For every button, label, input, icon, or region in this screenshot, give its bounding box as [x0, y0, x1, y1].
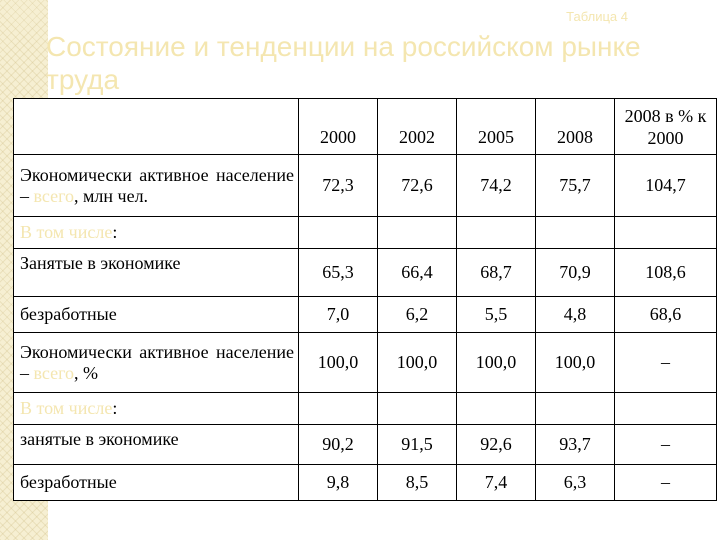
table-cell: 92,6: [457, 425, 536, 465]
table-cell: 91,5: [378, 425, 457, 465]
table-cell: 100,0: [378, 333, 457, 393]
table-cell: 6,3: [536, 465, 615, 501]
header-cell-2008: 2008: [536, 99, 615, 155]
row-label-employed-pct: занятые в экономике: [14, 425, 299, 465]
table-cell: 74,2: [457, 155, 536, 217]
subheader-row: [14, 217, 717, 249]
table-caption: Таблица 4: [566, 9, 628, 24]
table-cell: 72,6: [378, 155, 457, 217]
table-cell: 65,3: [299, 249, 378, 297]
table-cell: 90,2: [299, 425, 378, 465]
table-cell: 93,7: [536, 425, 615, 465]
header-row: [14, 99, 717, 155]
row-label-active-total-pct: Экономически активное население – всего, %: [14, 333, 299, 393]
row-label-unemployed-pct: безработные: [14, 465, 299, 501]
row-label-including: В том числе:: [14, 393, 299, 425]
table-cell: 66,4: [378, 249, 457, 297]
table-row: [14, 333, 717, 393]
table-cell: 5,5: [457, 297, 536, 333]
row-label-employed: Занятые в экономике: [14, 249, 299, 297]
slide-title: Состояние и тенденции на российском рынке труда: [46, 31, 641, 95]
subheader-row: [14, 393, 717, 425]
table-cell: 68,7: [457, 249, 536, 297]
table-cell: 68,6: [615, 297, 717, 333]
table-cell: 70,9: [536, 249, 615, 297]
table-cell: 8,5: [378, 465, 457, 501]
table-row: [14, 297, 717, 333]
table-row: [14, 465, 717, 501]
labor-market-table: [13, 98, 717, 501]
table-cell: –: [615, 333, 717, 393]
table-row: [14, 155, 717, 217]
header-cell-2000: 2000: [299, 99, 378, 155]
table-cell: 9,8: [299, 465, 378, 501]
table-cell: 75,7: [536, 155, 615, 217]
table-cell: 100,0: [536, 333, 615, 393]
table-cell: –: [615, 465, 717, 501]
table-cell: 100,0: [299, 333, 378, 393]
row-label-active-total-mln: Экономически активное население – всего, млн чел.: [14, 155, 299, 217]
header-cell-empty: [14, 99, 299, 155]
table-cell: 72,3: [299, 155, 378, 217]
table-row: [14, 249, 717, 297]
table-cell: 104,7: [615, 155, 717, 217]
row-label-including: В том числе:: [14, 217, 299, 249]
table-cell: 7,4: [457, 465, 536, 501]
table-cell: 108,6: [615, 249, 717, 297]
table-cell: –: [615, 425, 717, 465]
table-cell: 4,8: [536, 297, 615, 333]
table-cell: 6,2: [378, 297, 457, 333]
header-cell-2008-vs-2000: 2008 в % к 2000: [615, 99, 717, 155]
table-row: [14, 425, 717, 465]
header-cell-2005: 2005: [457, 99, 536, 155]
table-cell: 100,0: [457, 333, 536, 393]
table-cell: 7,0: [299, 297, 378, 333]
row-label-unemployed: безработные: [14, 297, 299, 333]
header-cell-2002: 2002: [378, 99, 457, 155]
